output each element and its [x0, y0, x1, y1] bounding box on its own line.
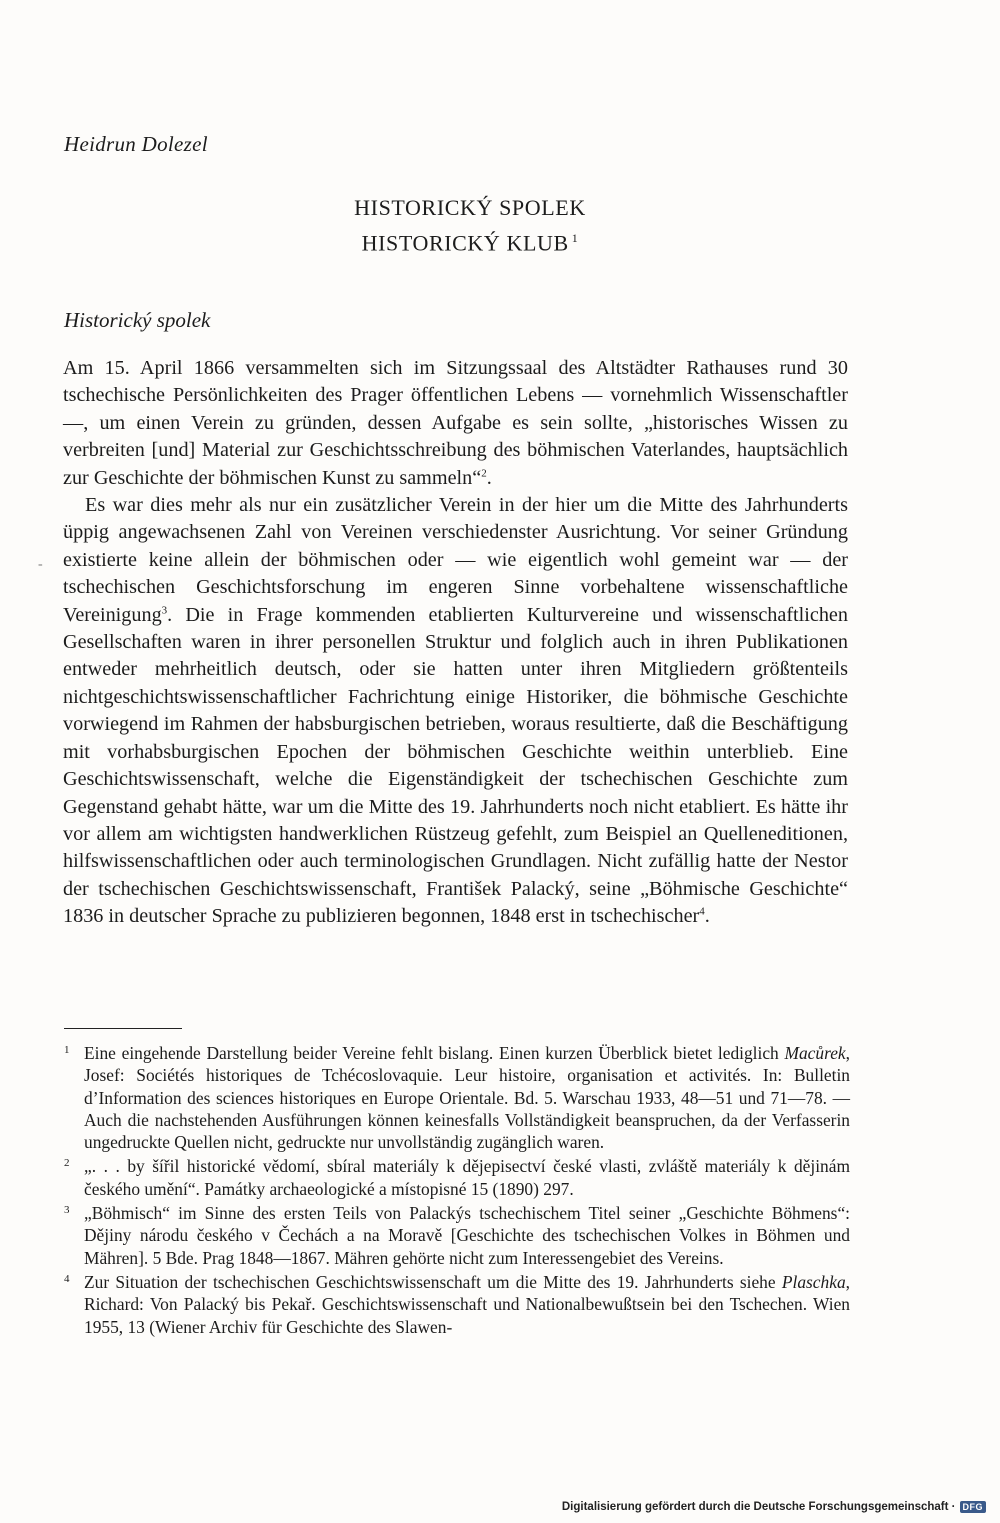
- footnote-1: [64, 1042, 850, 1153]
- author-name: Heidrun Dolezel: [64, 132, 208, 156]
- footnote-text: , Richard: Von Palacký bis Pekař. Geschichtswissenschaft und Nationalbewußtsein bei den Tschechen. Wien 1955, 13 (Wiener Archiv für Geschichte des Slawen-: [84, 1271, 850, 1337]
- paragraph-1: [63, 355, 848, 492]
- footnote-text: „Böhmisch“ im Sinne des ersten Teils von Palackýs tschechischem Titel seiner „Geschichte Böhmens“: Dějiny národu českého v Čechách a na Moravě [Geschichte des tschechischen Volkes in Böhmen und Mähren]. 5 Bde. Prag 1848—1867. Mähren gehörte nicht zum Interessengebiet des Vereins.: [84, 1203, 850, 1268]
- footnote-number: 1: [64, 1044, 70, 1056]
- footnote-author: Macůrek: [784, 1043, 846, 1063]
- title-line-1: HISTORICKÝ SPOLEK: [354, 195, 586, 220]
- footnote-text: Eine eingehende Darstellung beider Vereine fehlt bislang. Einen kurzen Überblick bietet lediglich: [84, 1043, 785, 1063]
- footnote-4: [64, 1271, 850, 1338]
- title-footnote-ref[interactable]: 1: [571, 231, 579, 245]
- dfg-logo-icon: DFG: [960, 1501, 987, 1513]
- paragraph-2: [63, 492, 848, 931]
- footnote-text: „. . . by šířil historické vědomí, sbíral materiály k dějepisectví české vlasti, zvláště materiály k dějinám českého umění“. Památky archaeologické a místopisné 15 (1890) 297.: [84, 1156, 850, 1199]
- footnote-3: [64, 1202, 850, 1269]
- footnote-author: Plaschka: [781, 1271, 846, 1292]
- footnote-number: 2: [64, 1157, 70, 1170]
- footnote-text: , Josef: Sociétés historiques de Tchécoslovaquie. Leur histoire, organisation et activités. In: Bulletin d’Information des sciences historiques en Europe Orientale. Bd. 5. Warschau 1933, 48—51 und 71—78. — Auch die nachstehenden Ausführungen können keinesfalls Vollständigkeit beanspruchen, da der Verfasserin ungedruckte Quellen nicht, gedruckte nur unvollständig zugänglich waren.: [84, 1043, 850, 1153]
- footnote-ref-4[interactable]: 4: [699, 905, 705, 918]
- section-heading: Historický spolek: [64, 308, 211, 332]
- article-title: [220, 193, 720, 258]
- title-line-2: [220, 223, 720, 258]
- margin-mark: -: [38, 557, 43, 572]
- body-text: [63, 355, 848, 931]
- paragraph-2-text-a: Es war dies mehr als nur ein zusätzlicher Verein in der hier um die Mitte des Jahrhunderts üppig angewachsenen Zahl von Vereinen verschiedenster Ausrichtung. Vor seiner Gründung existierte keine allein der böhmischen oder — wie eigentlich wohl gemeint war — der tschechischen Geschichtsforschung im engeren Sinne vorbehaltene wissenschaftliche Vereinigung: [63, 494, 848, 626]
- paragraph-1-text: Am 15. April 1866 versammelten sich im Sitzungssaal des Altstädter Rathauses rund 30 tschechische Persönlichkeiten des Prager öffentlichen Lebens — vornehmlich Wissenschaftler —, um einen Verein zu gründen, dessen Aufgabe es sein sollte, „historisches Wissen zu verbreiten [und] Material zur Geschichtsschreibung des böhmischen Vaterlandes, hauptsächlich zur Geschichte der böhmischen Kunst zu sammeln“: [63, 357, 848, 489]
- funding-text: Digitalisierung gefördert durch die Deutsche Forschungsgemeinschaft ·: [561, 1501, 956, 1513]
- title-line-2-text: HISTORICKÝ KLUB: [361, 230, 569, 256]
- footnote-number: 3: [64, 1204, 70, 1217]
- footnote-number: 4: [64, 1272, 70, 1285]
- funding-notice: [562, 1501, 986, 1513]
- footnote-2: [64, 1155, 850, 1200]
- footnote-divider: [64, 1028, 182, 1029]
- paragraph-2-end: .: [704, 905, 710, 928]
- footnote-ref-2[interactable]: 2: [481, 466, 487, 479]
- paragraph-1-end: .: [486, 466, 492, 489]
- footnotes: [64, 1042, 850, 1340]
- paragraph-2-text-b: . Die in Frage kommenden etablierten Kulturvereine und wissenschaftlichen Gesellschaften waren in ihrer personellen Struktur und folglich auch in ihren Publikationen entweder mehrheitlich deutsch, oder sie hatten unter ihren Mitgliedern größtenteils nichtgeschichtswissenschaftlicher Fachrichtung einige Historiker, die böhmische Geschichte vorwiegend im Rahmen der habsburgischen betrieben, woraus resultierte, daß die Beschäftigung mit vorhabsburgischen Epochen der böhmischen Geschichte weithin unterblieb. Eine Geschichtswissenschaft, welche die Eigenständigkeit der tschechischen Geschichte zum Gegenstand gehabt hätte, war um die Mitte des 19. Jahrhunderts noch nicht etabliert. Es hätte ihr vor allem am wichtigsten handwerklichen Rüstzeug gefehlt, zum Beispiel an Quelleneditionen, hilfswissenschaftlichen oder auch terminologischen Grundlagen. Nicht zufällig hatte der Nestor der tschechischen Geschichtswissenschaft, František Palacký, seine „Böhmische Geschichte“ 1836 in deutscher Sprache zu publizieren begonnen, 1848 erst in tschechischer: [63, 603, 848, 928]
- footnote-text: Zur Situation der tschechischen Geschichtswissenschaft um die Mitte des 19. Jahrhunderts siehe: [84, 1271, 782, 1292]
- footnote-ref-3[interactable]: 3: [161, 603, 168, 616]
